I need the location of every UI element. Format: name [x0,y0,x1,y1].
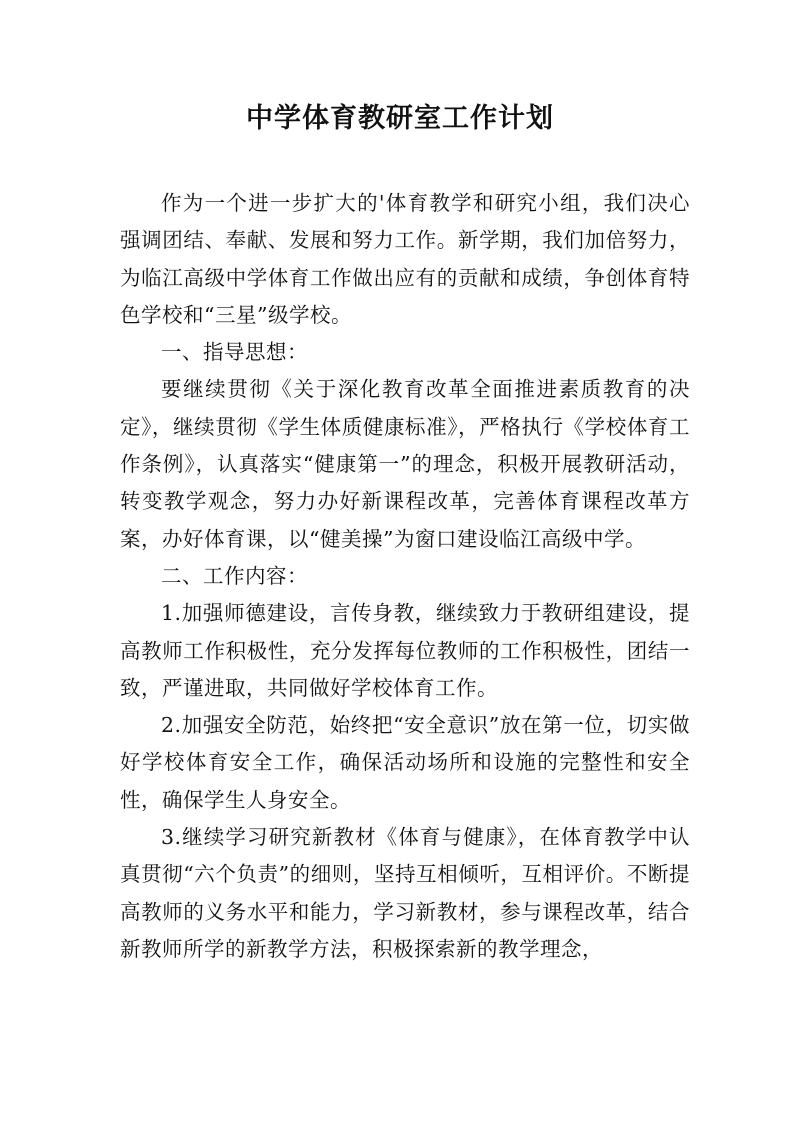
document-title: 中学体育教研室工作计划 [246,103,554,134]
section-heading-guiding-thought: 一、指导思想： [161,340,308,365]
list-item-2: 2.加强安全防范，始终把“安全意识”放在第一位，切实做好学校体育安全工作，确保活动场所和设施的完整性和安全性，确保学生人身安全。 [120,713,690,812]
paragraph-guiding-thought: 要继续贯彻《关于深化教育改革全面推进素质教育的决定》，继续贯彻《学生体质健康标准》，严格执行《学校体育工作条例》，认真落实“健康第一”的理念，积极开展教研活动，转变教学观念，努力办好新课程改革，完善体育课程改革方案，办好体育课，以“健美操”为窗口建设临江高级中学。 [120,377,690,551]
document-body [120,185,690,968]
paragraph-intro: 作为一个进一步扩大的'体育教学和研究小组，我们决心强调团结、奉献、发展和努力工作。新学期，我们加倍努力，为临江高级中学体育工作做出应有的贡献和成绩，争创体育特色学校和“三星”级学校。 [120,191,690,327]
list-item-1: 1.加强师德建设，言传身教，继续致力于教研组建设，提高教师工作积极性，充分发挥每位教师的工作积极性，团结一致，严谨进取，共同做好学校体育工作。 [120,601,690,700]
section-heading-work-content: 二、工作内容： [161,563,308,588]
list-item-3: 3.继续学习研究新教材《体育与健康》，在体育教学中认真贯彻“六个负责”的细则，坚持互相倾听，互相评价。不断提高教师的义务水平和能力，学习新教材，参与课程改革，结合新教师所学的新教学方法，积极探索新的教学理念， [120,825,690,961]
